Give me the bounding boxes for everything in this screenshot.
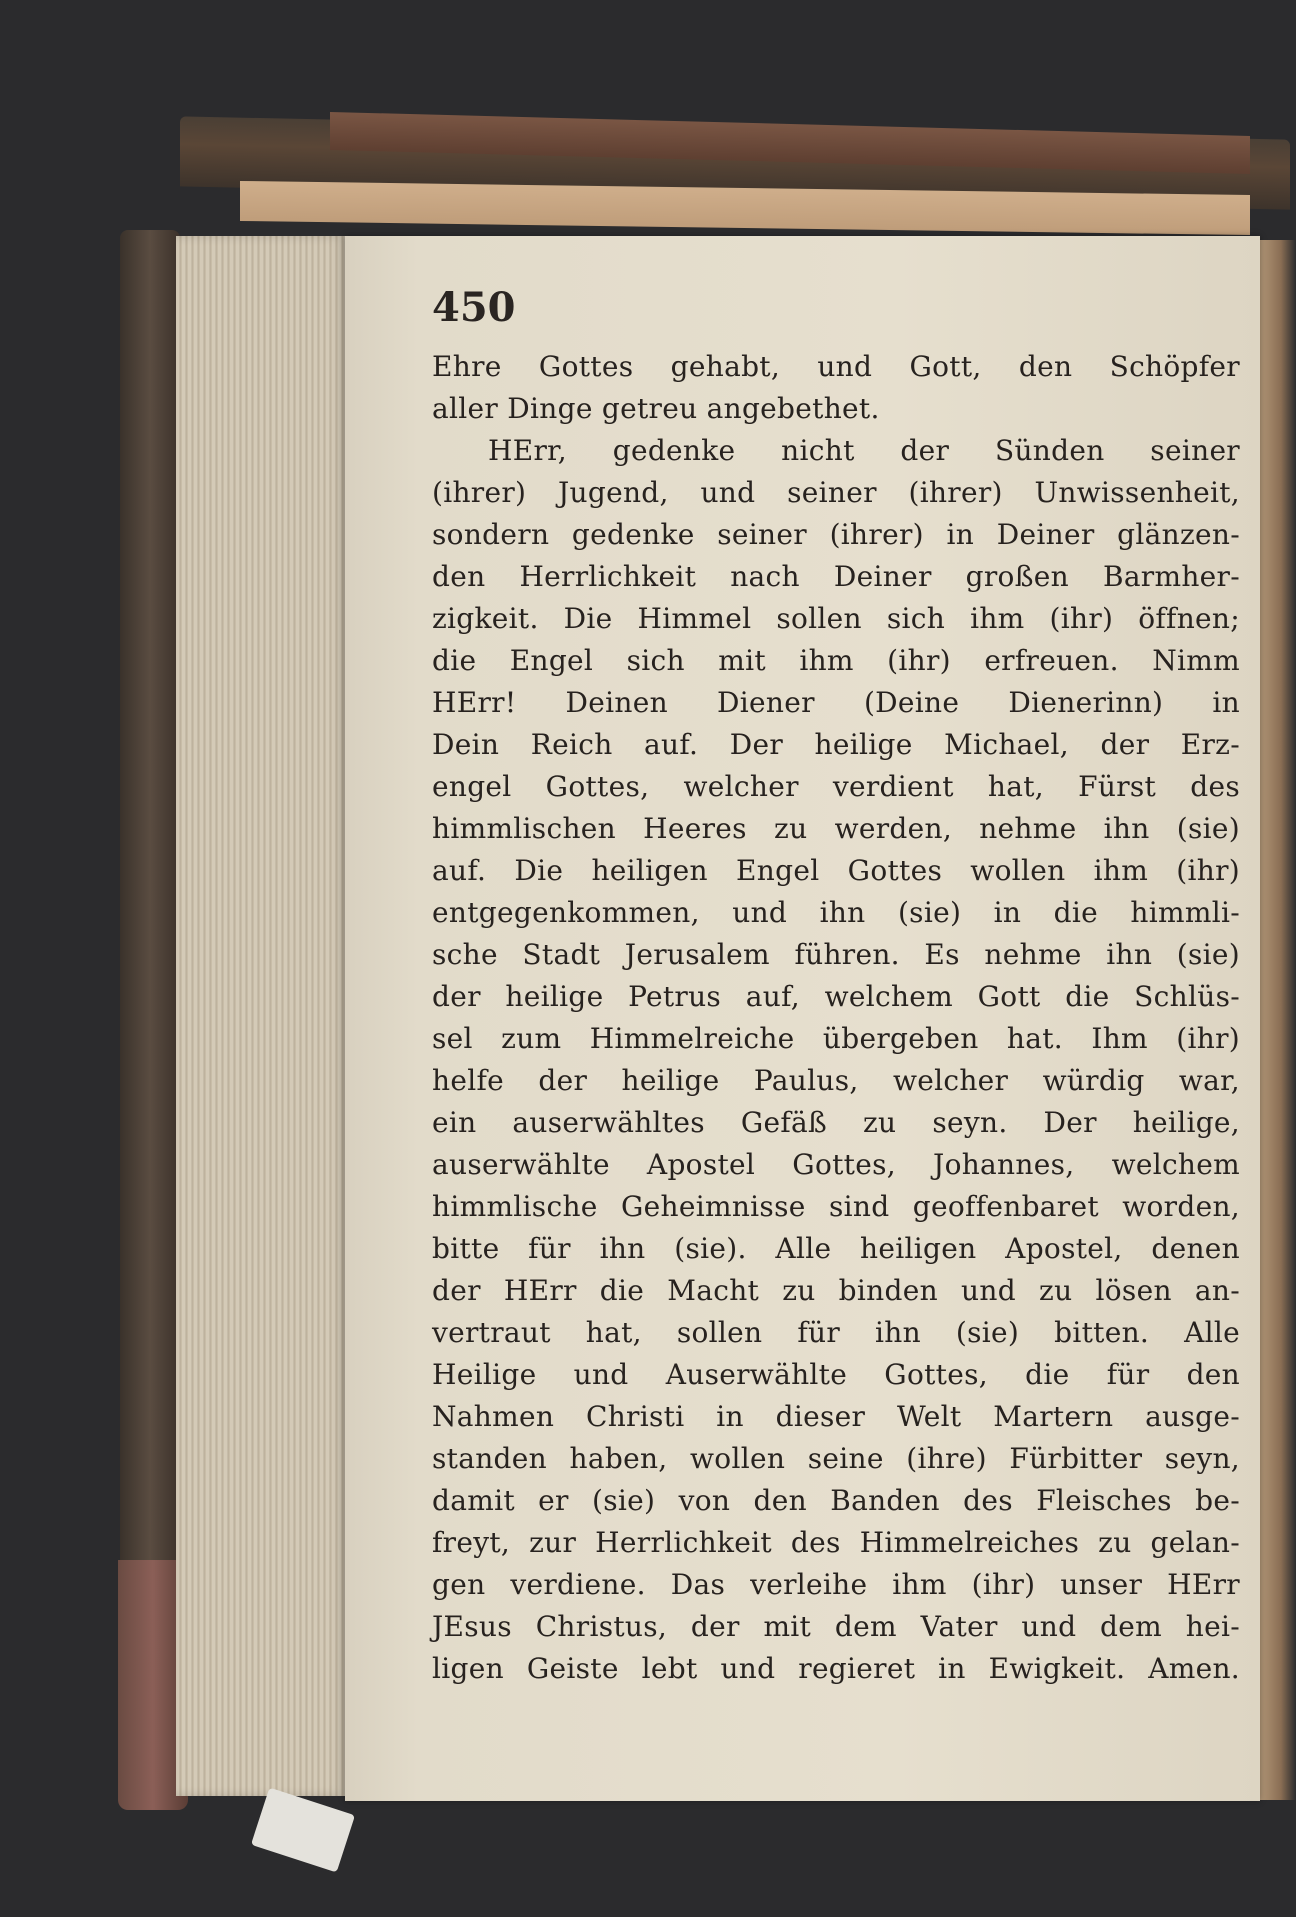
text-line: den Herrlichkeit nach Deiner großen Barmher- [432, 560, 1240, 593]
text-line: freyt, zur Herrlichkeit des Himmelreiches zu gelan- [432, 1526, 1240, 1559]
text-line: sche Stadt Jerusalem führen. Es nehme ihn (sie) [432, 938, 1240, 971]
page-number: 450 [432, 284, 516, 331]
text-line: Heilige und Auserwählte Gottes, die für den [432, 1358, 1240, 1391]
text-line: aller Dinge getreu angebethet. [432, 392, 880, 425]
text-line: helfe der heilige Paulus, welcher würdig war, [432, 1064, 1240, 1097]
text-line: auf. Die heiligen Engel Gottes wollen ihm (ihr) [432, 854, 1240, 887]
text-line: standen haben, wollen seine (ihre) Fürbitter seyn, [432, 1442, 1240, 1475]
text-line: der HErr die Macht zu binden und zu lösen an- [432, 1274, 1240, 1307]
text-line: bitte für ihn (sie). Alle heiligen Apostel, denen [432, 1232, 1240, 1265]
text-line: engel Gottes, welcher verdient hat, Fürst des [432, 770, 1240, 803]
text-line: (ihrer) Jugend, und seiner (ihrer) Unwissenheit, [432, 476, 1240, 509]
bookmark-ribbon [251, 1788, 355, 1873]
text-line: auserwählte Apostel Gottes, Johannes, welchem [432, 1148, 1240, 1181]
text-line: ein auserwähltes Gefäß zu seyn. Der heilige, [432, 1106, 1240, 1139]
text-line: gen verdiene. Das verleihe ihm (ihr) unser HErr [432, 1568, 1240, 1601]
page-stack-edge [176, 236, 346, 1796]
text-line: HErr, gedenke nicht der Sünden seiner [488, 434, 1240, 467]
text-line: Dein Reich auf. Der heilige Michael, der Erz- [432, 728, 1240, 761]
text-line: der heilige Petrus auf, welchem Gott die Schlüs- [432, 980, 1240, 1013]
book-cover-right [1258, 240, 1296, 1800]
text-line: die Engel sich mit ihm (ihr) erfreuen. Nimm [432, 644, 1240, 677]
text-line: vertraut hat, sollen für ihn (sie) bitten. Alle [432, 1316, 1240, 1349]
text-line: Nahmen Christi in dieser Welt Martern ausge- [432, 1400, 1240, 1433]
book-cover-left [120, 230, 180, 1790]
text-line: Ehre Gottes gehabt, und Gott, den Schöpfer [432, 350, 1240, 383]
text-line: ligen Geiste lebt und regieret in Ewigkeit. Amen. [432, 1652, 1240, 1685]
page-text [432, 346, 1240, 1690]
text-line: HErr! Deinen Diener (Deine Dienerinn) in [432, 686, 1240, 719]
text-line: sondern gedenke seiner (ihrer) in Deiner glänzen- [432, 518, 1240, 551]
text-line: himmlische Geheimnisse sind geoffenbaret worden, [432, 1190, 1240, 1223]
text-line: sel zum Himmelreiche übergeben hat. Ihm (ihr) [432, 1022, 1240, 1055]
text-line: damit er (sie) von den Banden des Fleisches be- [432, 1484, 1240, 1517]
text-line: himmlischen Heeres zu werden, nehme ihn (sie) [432, 812, 1240, 845]
text-line: zigkeit. Die Himmel sollen sich ihm (ihr) öffnen; [432, 602, 1240, 635]
text-line: JEsus Christus, der mit dem Vater und dem hei- [432, 1610, 1240, 1643]
text-line: entgegenkommen, und ihn (sie) in die himmli- [432, 896, 1240, 929]
